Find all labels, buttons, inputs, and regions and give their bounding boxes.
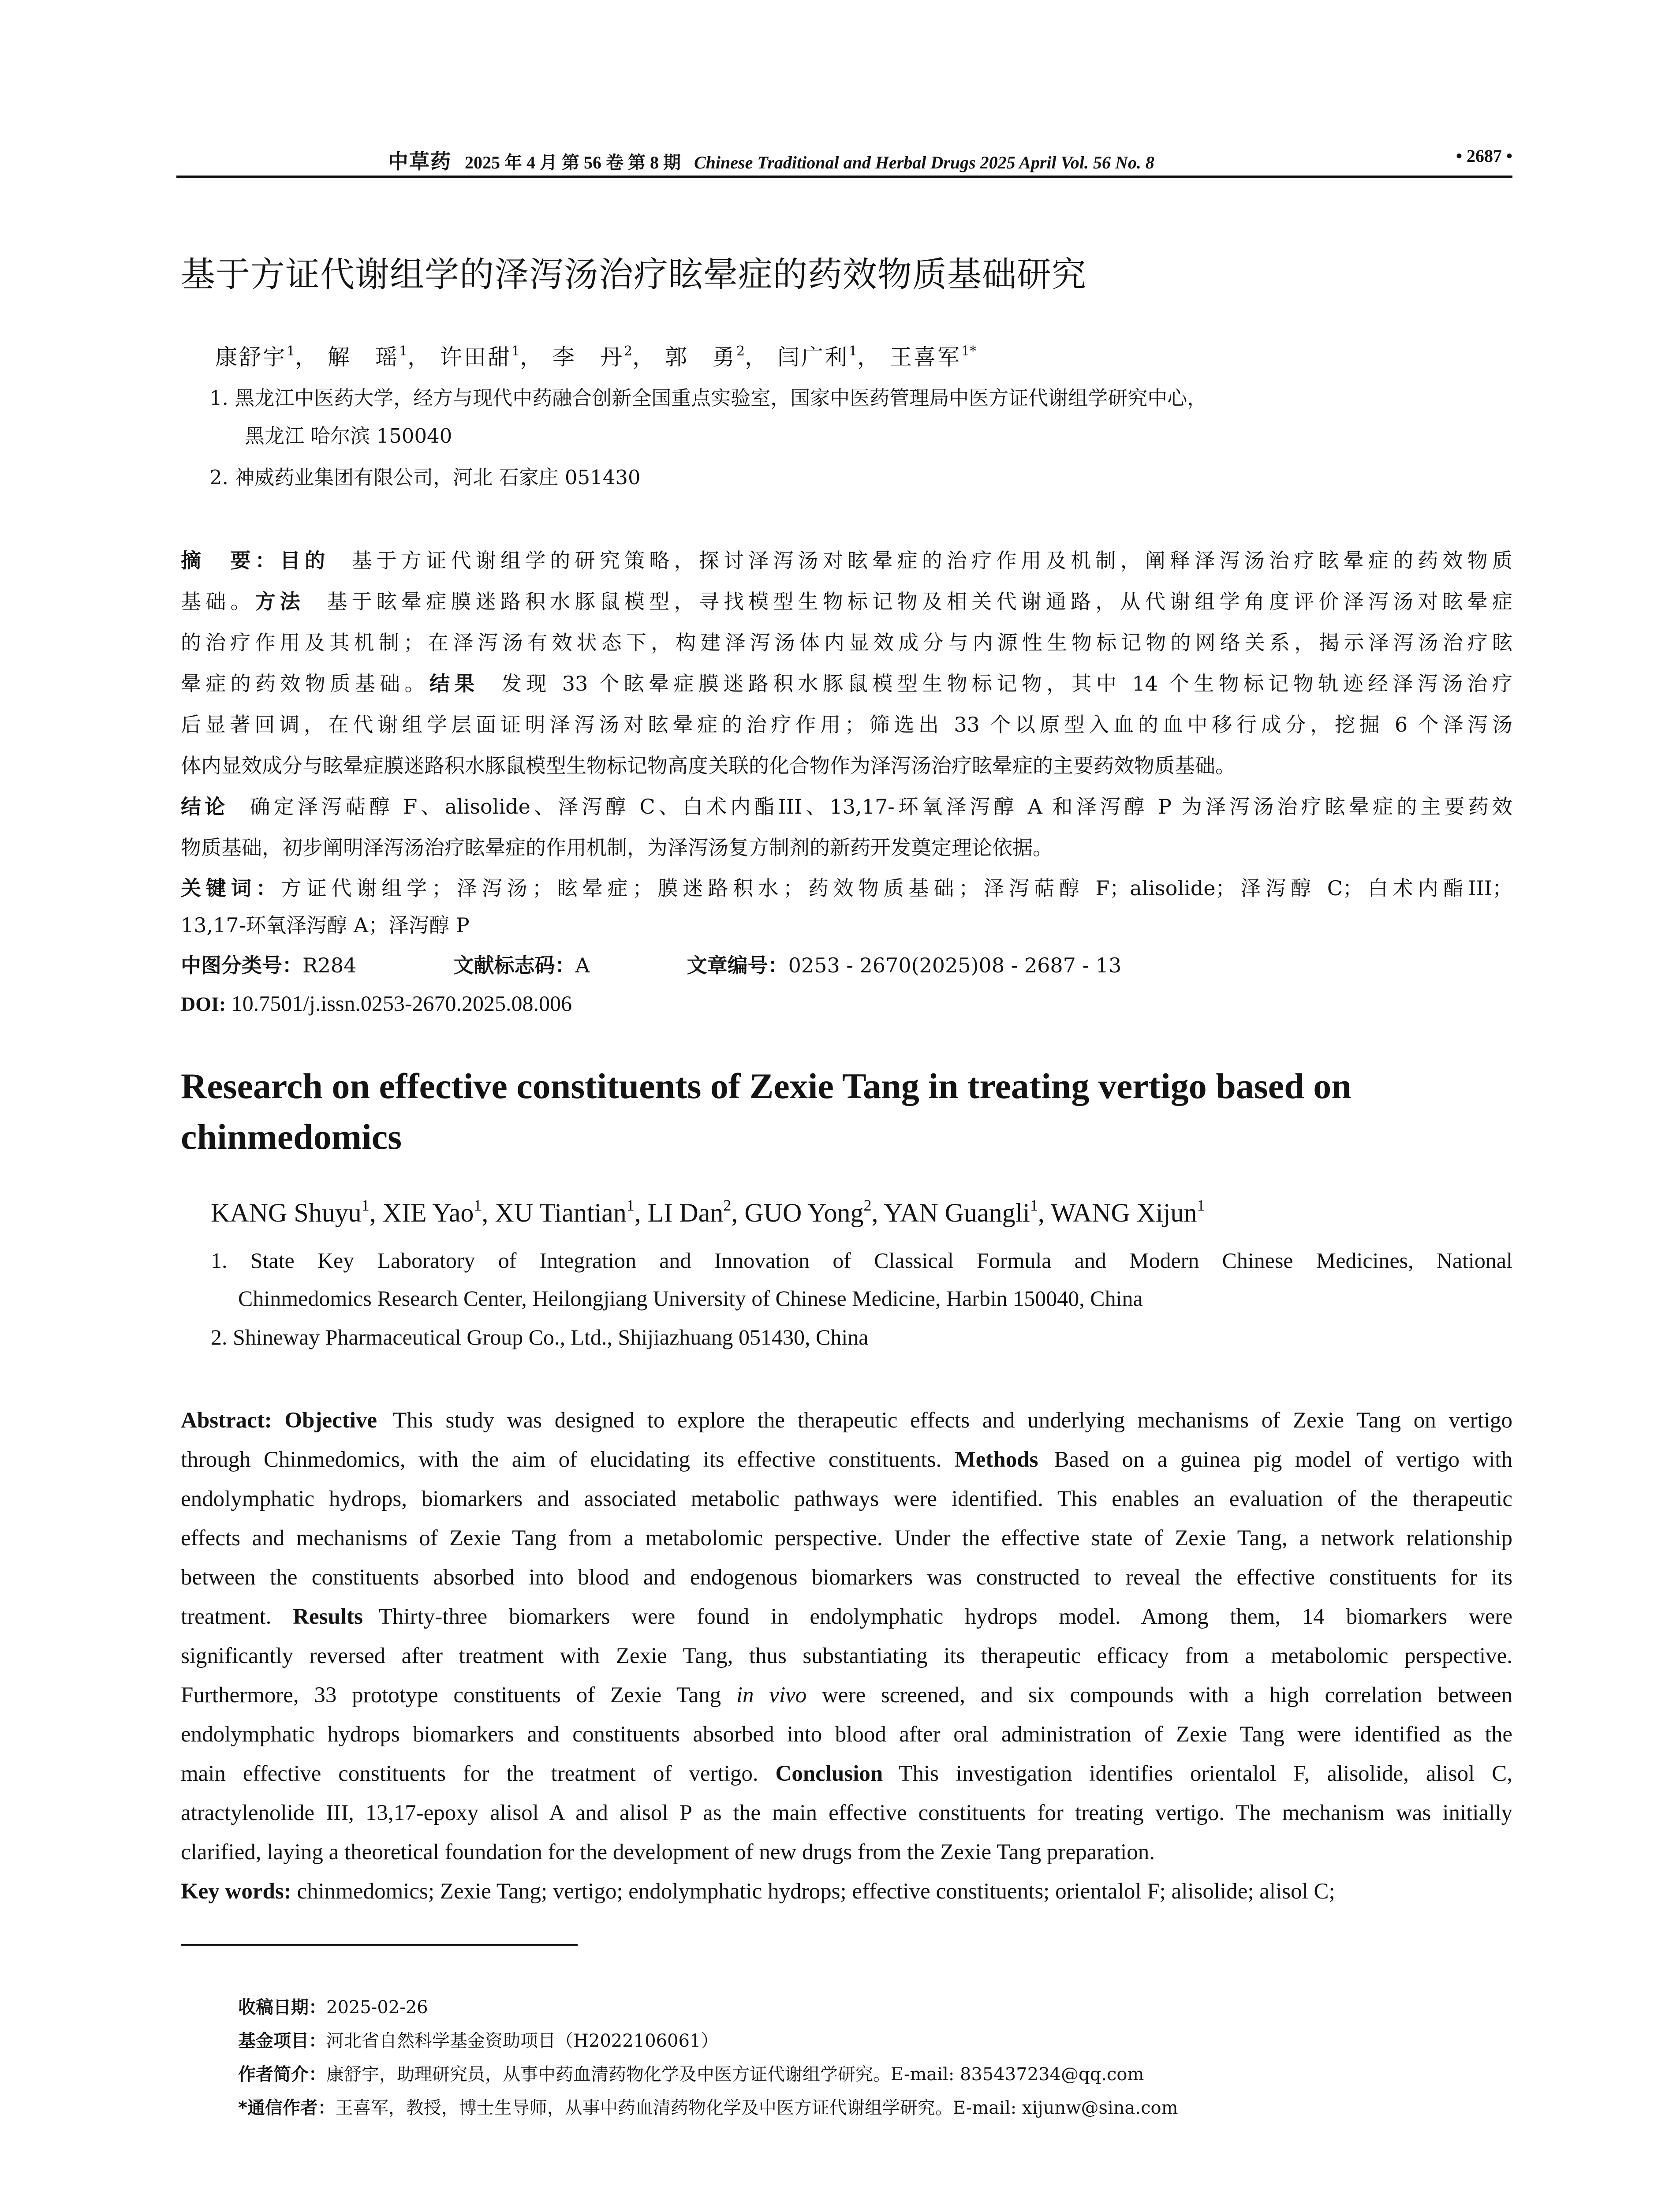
abstract-en-line: atractylenolide III, 13,17-epoxy alisol A and alisol P as the main effective constituents for treating vertigo. The mechanism was initially (181, 1801, 1512, 1825)
abstract-cn-line: 体内显效成分与眩晕症膜迷路积水豚鼠模型生物标记物高度关联的化合物作为泽泻汤治疗眩晕症的主要药效物质基础。 (181, 754, 1236, 777)
author-en: YAN Guangli$^1$ (884, 1196, 1038, 1228)
footnote-funding: 基金项目：河北省自然科学基金资助项目（H2022106061） (238, 2031, 719, 2051)
abstract-en-line: effects and mechanisms of Zexie Tang from a metabolomic perspective. Under the effective state of Zexie Tang, a network relationship (181, 1526, 1512, 1551)
abstract-cn-line: 的治疗作用及其机制；在泽泻汤有效状态下，构建泽泻汤体内显效成分与内源性生物标记物的网络关系，揭示泽泻汤治疗眩 (181, 631, 1512, 654)
header-rule (176, 176, 1512, 178)
author-cn: 李 丹$^2$ (553, 344, 633, 370)
author-cn: 解 瑶$^1$ (328, 344, 408, 370)
author-cn: 康舒宇$^1$ (215, 344, 295, 370)
abstract-en-line: treatment. Results Thirty-three biomarkers were found in endolymphatic hydrops model. Among them, 14 biomarkers were (181, 1604, 1512, 1629)
journal-issue-en: Chinese Traditional and Herbal Drugs 2025 April Vol. 56 No. 8 (694, 153, 1154, 172)
classification-line: 中图分类号：R284 文献标志码：A 文章编号：0253 - 2670(2025)08 - 2687 - 13 (181, 953, 1122, 977)
journal-name-cn: 中草药 (388, 149, 452, 173)
keywords-en: Key words: chinmedomics; Zexie Tang; vertigo; endolymphatic hydrops; effective constituents; orientalol F; alisolide; alisol C; (181, 1879, 1335, 1904)
keywords-cn: 关键词：方证代谢组学；泽泻汤；眩晕症；膜迷路积水；药效物质基础；泽泻萜醇 F；alisolide；泽泻醇 C；白术内酯III； (181, 876, 1512, 900)
author-en: LI Dan$^2$ (647, 1196, 732, 1228)
abstract-en-line: endolymphatic hydrops biomarkers and constituents absorbed into blood after oral administration of Zexie Tang were identified as the (181, 1722, 1512, 1747)
running-header (176, 140, 1512, 171)
author-cn: 闫广利$^1$ (777, 344, 858, 370)
author-cn: 王喜军$^{1*}$ (890, 344, 977, 370)
affiliation-cn-1-line2: 黑龙江 哈尔滨 150040 (245, 424, 452, 448)
abstract-cn-line: 晕症的药效物质基础。结果 发现 33 个眩晕症膜迷路积水豚鼠模型生物标记物，其中 14 个生物标记物轨迹经泽泻汤治疗 (181, 672, 1513, 695)
footnote-received: 收稿日期：2025-02-26 (238, 1997, 428, 2018)
affiliation-en-1-line1: 1. State Key Laboratory of Integration and Innovation of Classical Formula and Modern Chinese Medicines, National (211, 1248, 1512, 1273)
abstract-en-line: clarified, laying a theoretical foundation for the development of new drugs from the Zexie Tang preparation. (181, 1840, 1155, 1865)
affiliation-cn-2: 2. 神威药业集团有限公司，河北 石家庄 051430 (209, 466, 641, 489)
abstract-en-line: endolymphatic hydrops, biomarkers and associated metabolic pathways were identified. This enables an evaluation of the therapeutic (181, 1487, 1512, 1511)
affiliation-en-2: 2. Shineway Pharmaceutical Group Co., Ltd., Shijiazhuang 051430, China (211, 1325, 869, 1349)
author-cn: 许田甜$^1$ (440, 344, 520, 370)
authors-en: KANG Shuyu$^1$, XIE Yao$^1$, XU Tiantian$^1$, LI Dan$^2$, GUO Yong$^2$, YAN Guangli$^1$, WANG Xijun$^1$ (211, 1196, 1205, 1228)
abstract-cn-line: 结论 确定泽泻萜醇 F、alisolide、泽泻醇 C、白术内酯III、13,17-环氧泽泻醇 A 和泽泻醇 P 为泽泻汤治疗眩晕症的主要药效 (181, 795, 1512, 818)
author-en: GUO Yong$^2$ (744, 1196, 872, 1228)
abstract-en-line: between the constituents absorbed into blood and endogenous biomarkers was constructed to reveal the effective constituents for its (181, 1565, 1512, 1590)
author-en: XU Tiantian$^1$ (495, 1196, 635, 1228)
affiliation-cn-1-line1: 1. 黑龙江中医药大学，经方与现代中药融合创新全国重点实验室，国家中医药管理局中医方证代谢组学研究中心， (209, 386, 1207, 410)
abstract-cn-line: 后显著回调，在代谢组学层面证明泽泻汤对眩晕症的治疗作用；筛选出 33 个以原型入血的血中移行成分，挖掘 6 个泽泻汤 (181, 713, 1512, 736)
abstract-en-line: Furthermore, 33 prototype constituents of Zexie Tang in vivo were screened, and six compounds with a high correlation between (181, 1683, 1512, 1708)
keywords-cn-line2: 13,17-环氧泽泻醇 A；泽泻醇 P (181, 913, 470, 937)
authors-cn: 康舒宇$^1$， 解 瑶$^1$， 许田甜$^1$， 李 丹$^2$， 郭 勇$^2$， 闫广利$^1$， 王喜军$^{1*}$ (215, 344, 977, 370)
footnote-author-bio: 作者简介：康舒宇，助理研究员，从事中药血清药物化学及中医方证代谢组学研究。E-mail: 835437234@qq.com (238, 2064, 1144, 2085)
footnote-corresponding: *通信作者：王喜军，教授，博士生导师，从事中药血清药物化学及中医方证代谢组学研究。E-mail: xijunw@sina.com (238, 2098, 1178, 2118)
abstract-en-line: through Chinmedomics, with the aim of elucidating its effective constituents. Methods Based on a guinea pig model of vertigo with (181, 1447, 1512, 1472)
abstract-en-line: main effective constituents for the treatment of vertigo. Conclusion This investigation identifies orientalol F, alisolide, alisol C, (181, 1761, 1513, 1786)
author-cn: 郭 勇$^2$ (665, 344, 745, 370)
page-number: • 2687 • (1456, 146, 1512, 166)
affiliation-en-1-line2: Chinmedomics Research Center, Heilongjiang University of Chinese Medicine, Harbin 150040, China (238, 1286, 1143, 1311)
title-cn: 基于方证代谢组学的泽泻汤治疗眩晕症的药效物质基础研究 (181, 255, 1087, 295)
abstract-cn-line: 物质基础，初步阐明泽泻汤治疗眩晕症的作用机制，为泽泻汤复方制剂的新药开发奠定理论依据。 (181, 836, 1053, 860)
doi-line: DOI: 10.7501/j.issn.0253-2670.2025.08.006 (181, 991, 572, 1016)
author-en: XIE Yao$^1$ (382, 1196, 482, 1228)
author-en: WANG Xijun$^1$ (1050, 1196, 1205, 1228)
abstract-en-line: significantly reversed after treatment with Zexie Tang, thus substantiating its therapeutic efficacy from a metabolomic perspective. (181, 1644, 1512, 1668)
issue-cn: 2025 年 4 月 第 56 卷 第 8 期 (465, 153, 681, 172)
author-en: KANG Shuyu$^1$ (211, 1196, 370, 1228)
abstract-en-line: Abstract: Objective This study was designed to explore the therapeutic effects and underlying mechanisms of Zexie Tang on vertigo (181, 1408, 1513, 1433)
running-header-center (388, 146, 1154, 175)
abstract-cn-line: 基础。方法 基于眩晕症膜迷路积水豚鼠模型，寻找模型生物标记物及相关代谢通路，从代谢组学角度评价泽泻汤对眩晕症 (181, 590, 1513, 613)
footnote-rule (181, 1944, 578, 1946)
title-en: Research on effective constituents of Zexie Tang in treating vertigo based on chinmedomics (181, 1066, 1351, 1157)
abstract-cn-line: 摘 要：目的 基于方证代谢组学的研究策略，探讨泽泻汤对眩晕症的治疗作用及机制，阐释泽泻汤治疗眩晕症的药效物质 (181, 549, 1513, 572)
